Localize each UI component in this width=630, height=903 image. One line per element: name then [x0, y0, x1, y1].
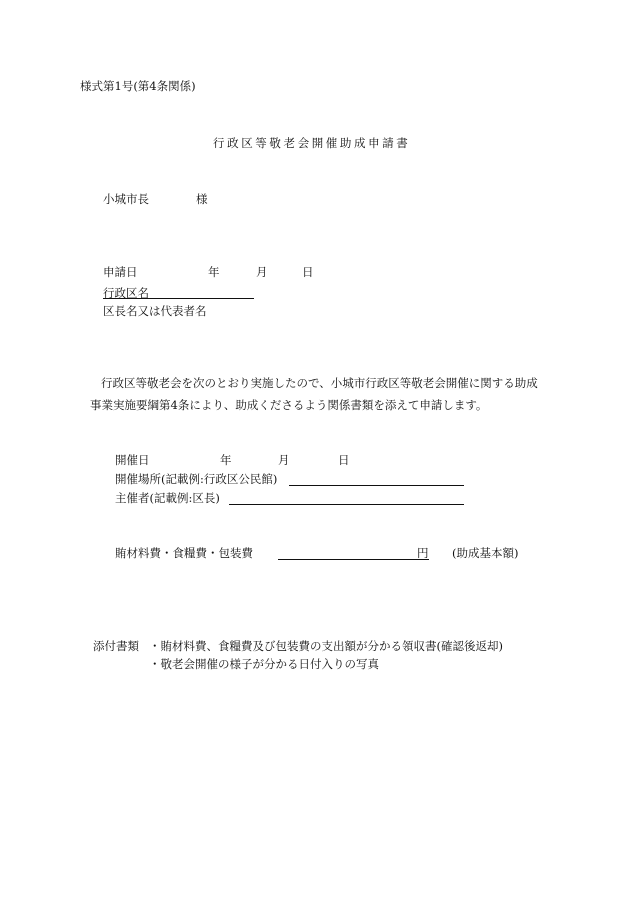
district-name-label: 行政区名: [103, 286, 149, 300]
form-number: 様式第1号(第4条関係): [80, 79, 196, 93]
addressee-name: 小城市長: [103, 192, 149, 206]
application-month-label: 月: [256, 265, 268, 279]
application-year-label: 年: [208, 265, 220, 279]
event-host-field[interactable]: [229, 504, 464, 505]
addressee-honorific: 様: [196, 192, 208, 206]
body-text-line-1: 行政区等敬老会を次のとおり実施したので、小城市行政区等敬老会開催に関する助成: [101, 376, 538, 390]
costs-note: (助成基本額): [452, 546, 519, 560]
event-year-label: 年: [220, 453, 232, 467]
attachments-label: 添付書類: [93, 639, 139, 653]
district-name-field[interactable]: [103, 298, 254, 299]
event-place-field[interactable]: [289, 485, 464, 486]
costs-amount-field[interactable]: [278, 559, 429, 560]
representative-name-label: 区長名又は代表者名: [103, 304, 207, 318]
attachment-item: ・賄材料費、食糧費及び包装費の支出額が分かる領収書(確認後返却): [149, 639, 503, 653]
event-day-label: 日: [338, 453, 350, 467]
attachment-item: ・敬老会開催の様子が分かる日付入りの写真: [149, 657, 379, 671]
application-date-label: 申請日: [103, 265, 138, 279]
event-date-label: 開催日: [115, 453, 150, 467]
event-host-label: 主催者(記載例:区長): [115, 491, 220, 505]
costs-unit: 円: [417, 546, 429, 560]
application-day-label: 日: [302, 265, 314, 279]
event-place-label: 開催場所(記載例:行政区公民館): [115, 472, 278, 486]
costs-label: 賄材料費・食糧費・包装費: [115, 546, 253, 560]
event-month-label: 月: [278, 453, 290, 467]
page-title: 行政区等敬老会開催助成申請書: [213, 136, 411, 150]
body-text-line-2: 事業実施要綱第4条により、助成くださるよう関係書類を添えて申請します。: [90, 398, 488, 412]
